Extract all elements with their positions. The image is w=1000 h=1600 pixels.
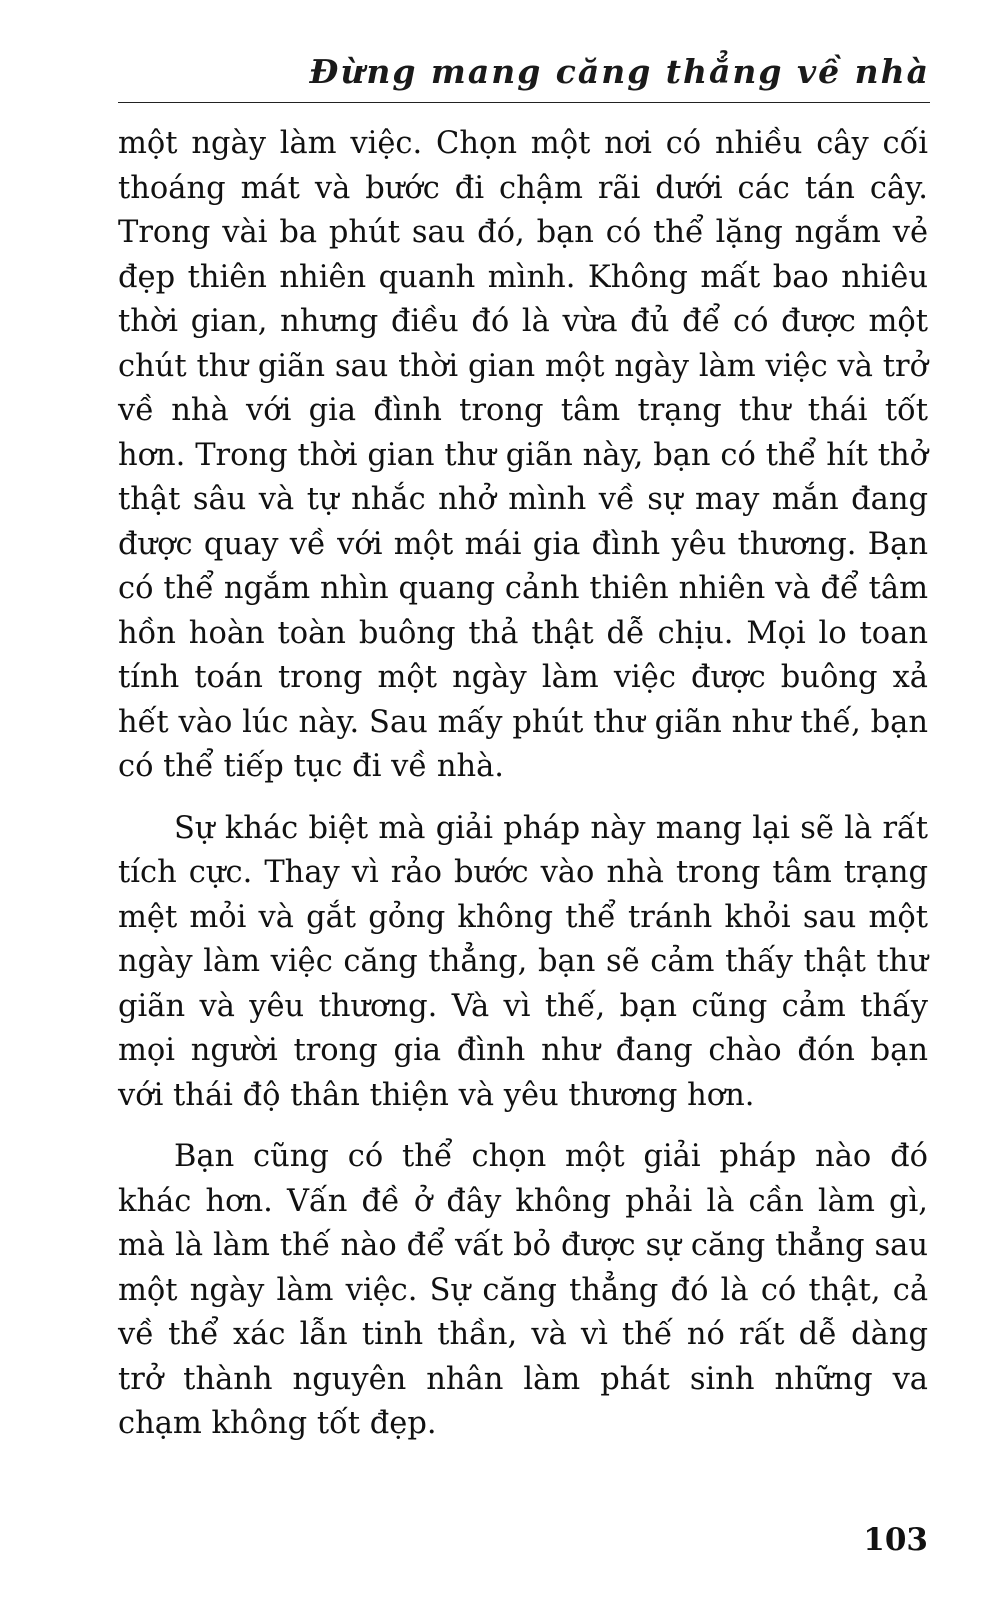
running-header-title: Đừng mang căng thẳng về nhà bbox=[309, 52, 930, 91]
paragraph-3: Bạn cũng có thể chọn một giải pháp nào đó khác hơn. Vấn đề ở đây không phải là cần làm gì, mà là làm thế nào để vất bỏ được sự căng thẳng sau một ngày làm việc. Sự căng thẳng đó là có thật, cả về thể xác lẫn tinh thần, và vì thế nó rất dễ dàng trở thành nguyên nhân làm phát sinh những va chạm không tốt đẹp. bbox=[118, 1139, 928, 1441]
paragraph-1: một ngày làm việc. Chọn một nơi có nhiều cây cối thoáng mát và bước đi chậm rãi dưới các tán cây. Trong vài ba phút sau đó, bạn có thể lặng ngắm vẻ đẹp thiên nhiên quanh mình. Không mất bao nhiêu thời gian, nhưng điều đó là vừa đủ để có được một chút thư giãn sau thời gian một ngày làm việc và trở về nhà với gia đình trong tâm trạng thư thái tốt hơn. Trong thời gian thư giãn này, bạn có thể hít thở thật sâu và tự nhắc nhở mình về sự may mắn đang được quay về với một mái gia đình yêu thương. Bạn có thể ngắm nhìn quang cảnh thiên nhiên và để tâm hồn hoàn toàn buông thả thật dễ chịu. Mọi lo toan tính toán trong một ngày làm việc được buông xả hết vào lúc này. Sau mấy phút thư giãn như thế, bạn có thể tiếp tục đi về nhà. bbox=[118, 126, 928, 784]
page-number: 103 bbox=[863, 1522, 928, 1558]
body-text bbox=[118, 122, 928, 1447]
header-divider bbox=[118, 102, 930, 103]
paragraph-2: Sự khác biệt mà giải pháp này mang lại sẽ là rất tích cực. Thay vì rảo bước vào nhà trong tâm trạng mệt mỏi và gắt gỏng không thể tránh khỏi sau một ngày làm việc căng thẳng, bạn sẽ cảm thấy thật thư giãn và yêu thương. Và vì thế, bạn cũng cảm thấy mọi người trong gia đình như đang chào đón bạn với thái độ thân thiện và yêu thương hơn. bbox=[118, 810, 928, 1113]
